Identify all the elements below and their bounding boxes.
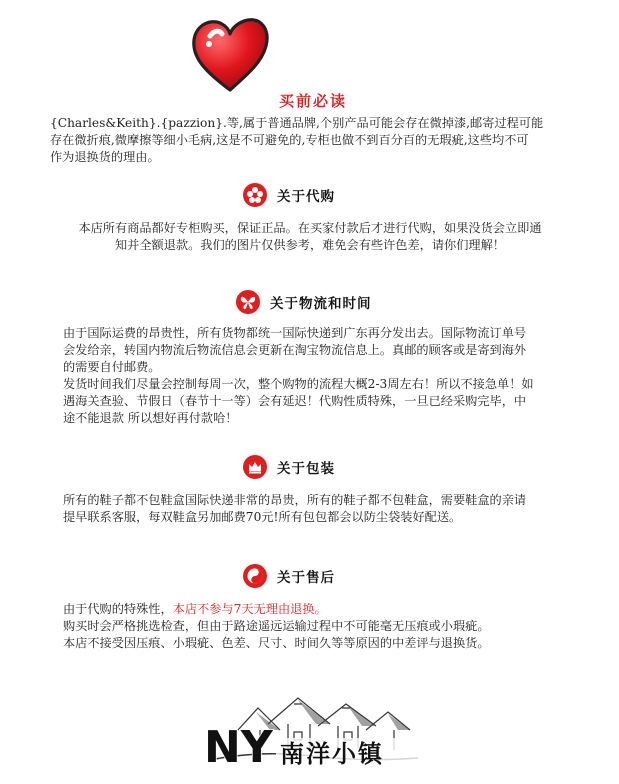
section-header-daigou <box>243 182 335 208</box>
section-body-logistics: 由于国际运费的昂贵性，所有货物都统一国际快递到广东再分发出去。国际物流订单号 会发给亲，转国内物流后物流信息会更新在淘宝物流信息上。真邮的顾客或是寄到海外 的需要自付邮费。 发货时间我们尽量会控制每周一次，整个购物的流程大概2-3周左右！所以不接急单！如 遇海关查验、节假日（春节十一等）会有延迟！代购性质特殊，一旦已经采购完毕，中 途不能退款 所以想好再付款哈！ <box>63 326 534 425</box>
section-header-logistics <box>236 289 372 315</box>
section-title: 关于代购 <box>277 189 335 205</box>
section-title: 关于售后 <box>277 570 335 586</box>
heart-icon <box>188 14 272 94</box>
butterfly-icon <box>236 290 260 314</box>
section-header-aftersales <box>243 563 335 589</box>
intro-text: {Charles&Keith}.{pazzion}.等,属于普通品牌,个别产品可能会存在微掉漆,邮寄过程可能 存在微折痕,微摩擦等细小毛病,这是不可避免的,专柜也做不到百分百的无瑕疵,这些均不可 作为退换货的理由。 <box>50 116 544 164</box>
yin-yang-icon <box>243 564 267 588</box>
section-title: 关于包装 <box>277 461 335 477</box>
crown-icon <box>243 455 267 479</box>
section-body-daigou: 本店所有商品都好专柜购买，保证正品。在买家付款后才进行代购，如果没货会立即通 知并全额退款。我们的图片仅供参考，难免会有些许色差，请你们理解！ <box>78 221 542 252</box>
section-title: 关于物流和时间 <box>270 296 372 312</box>
no-return-notice: 本店不参与7天无理由退换。 <box>172 602 327 616</box>
flower-icon <box>243 183 267 207</box>
brand-logo <box>198 690 426 772</box>
section-header-packaging <box>243 454 335 480</box>
page-title: 买前必读 <box>278 92 347 110</box>
section-body-aftersales: 由于代购的特殊性，本店不参与7天无理由退换。 购买时会严格挑选检查，但由于路途遥远运输过程中不可能毫无压痕或小瑕疵。 本店不接受因压痕、小瑕疵、色差、尺寸、时间久等等原因的中差评与退换货。 <box>63 602 490 650</box>
logo-chinese-name: 南洋小镇 <box>280 740 384 768</box>
logo-letters: NY <box>204 722 273 772</box>
section-body-packaging: 所有的鞋子都不包鞋盒国际快递非常的昂贵，所有的鞋子都不包鞋盒，需要鞋盒的亲请 提早联系客服，每双鞋盒另加邮费70元!所有包包都会以防尘袋装好配送。 <box>63 493 527 524</box>
